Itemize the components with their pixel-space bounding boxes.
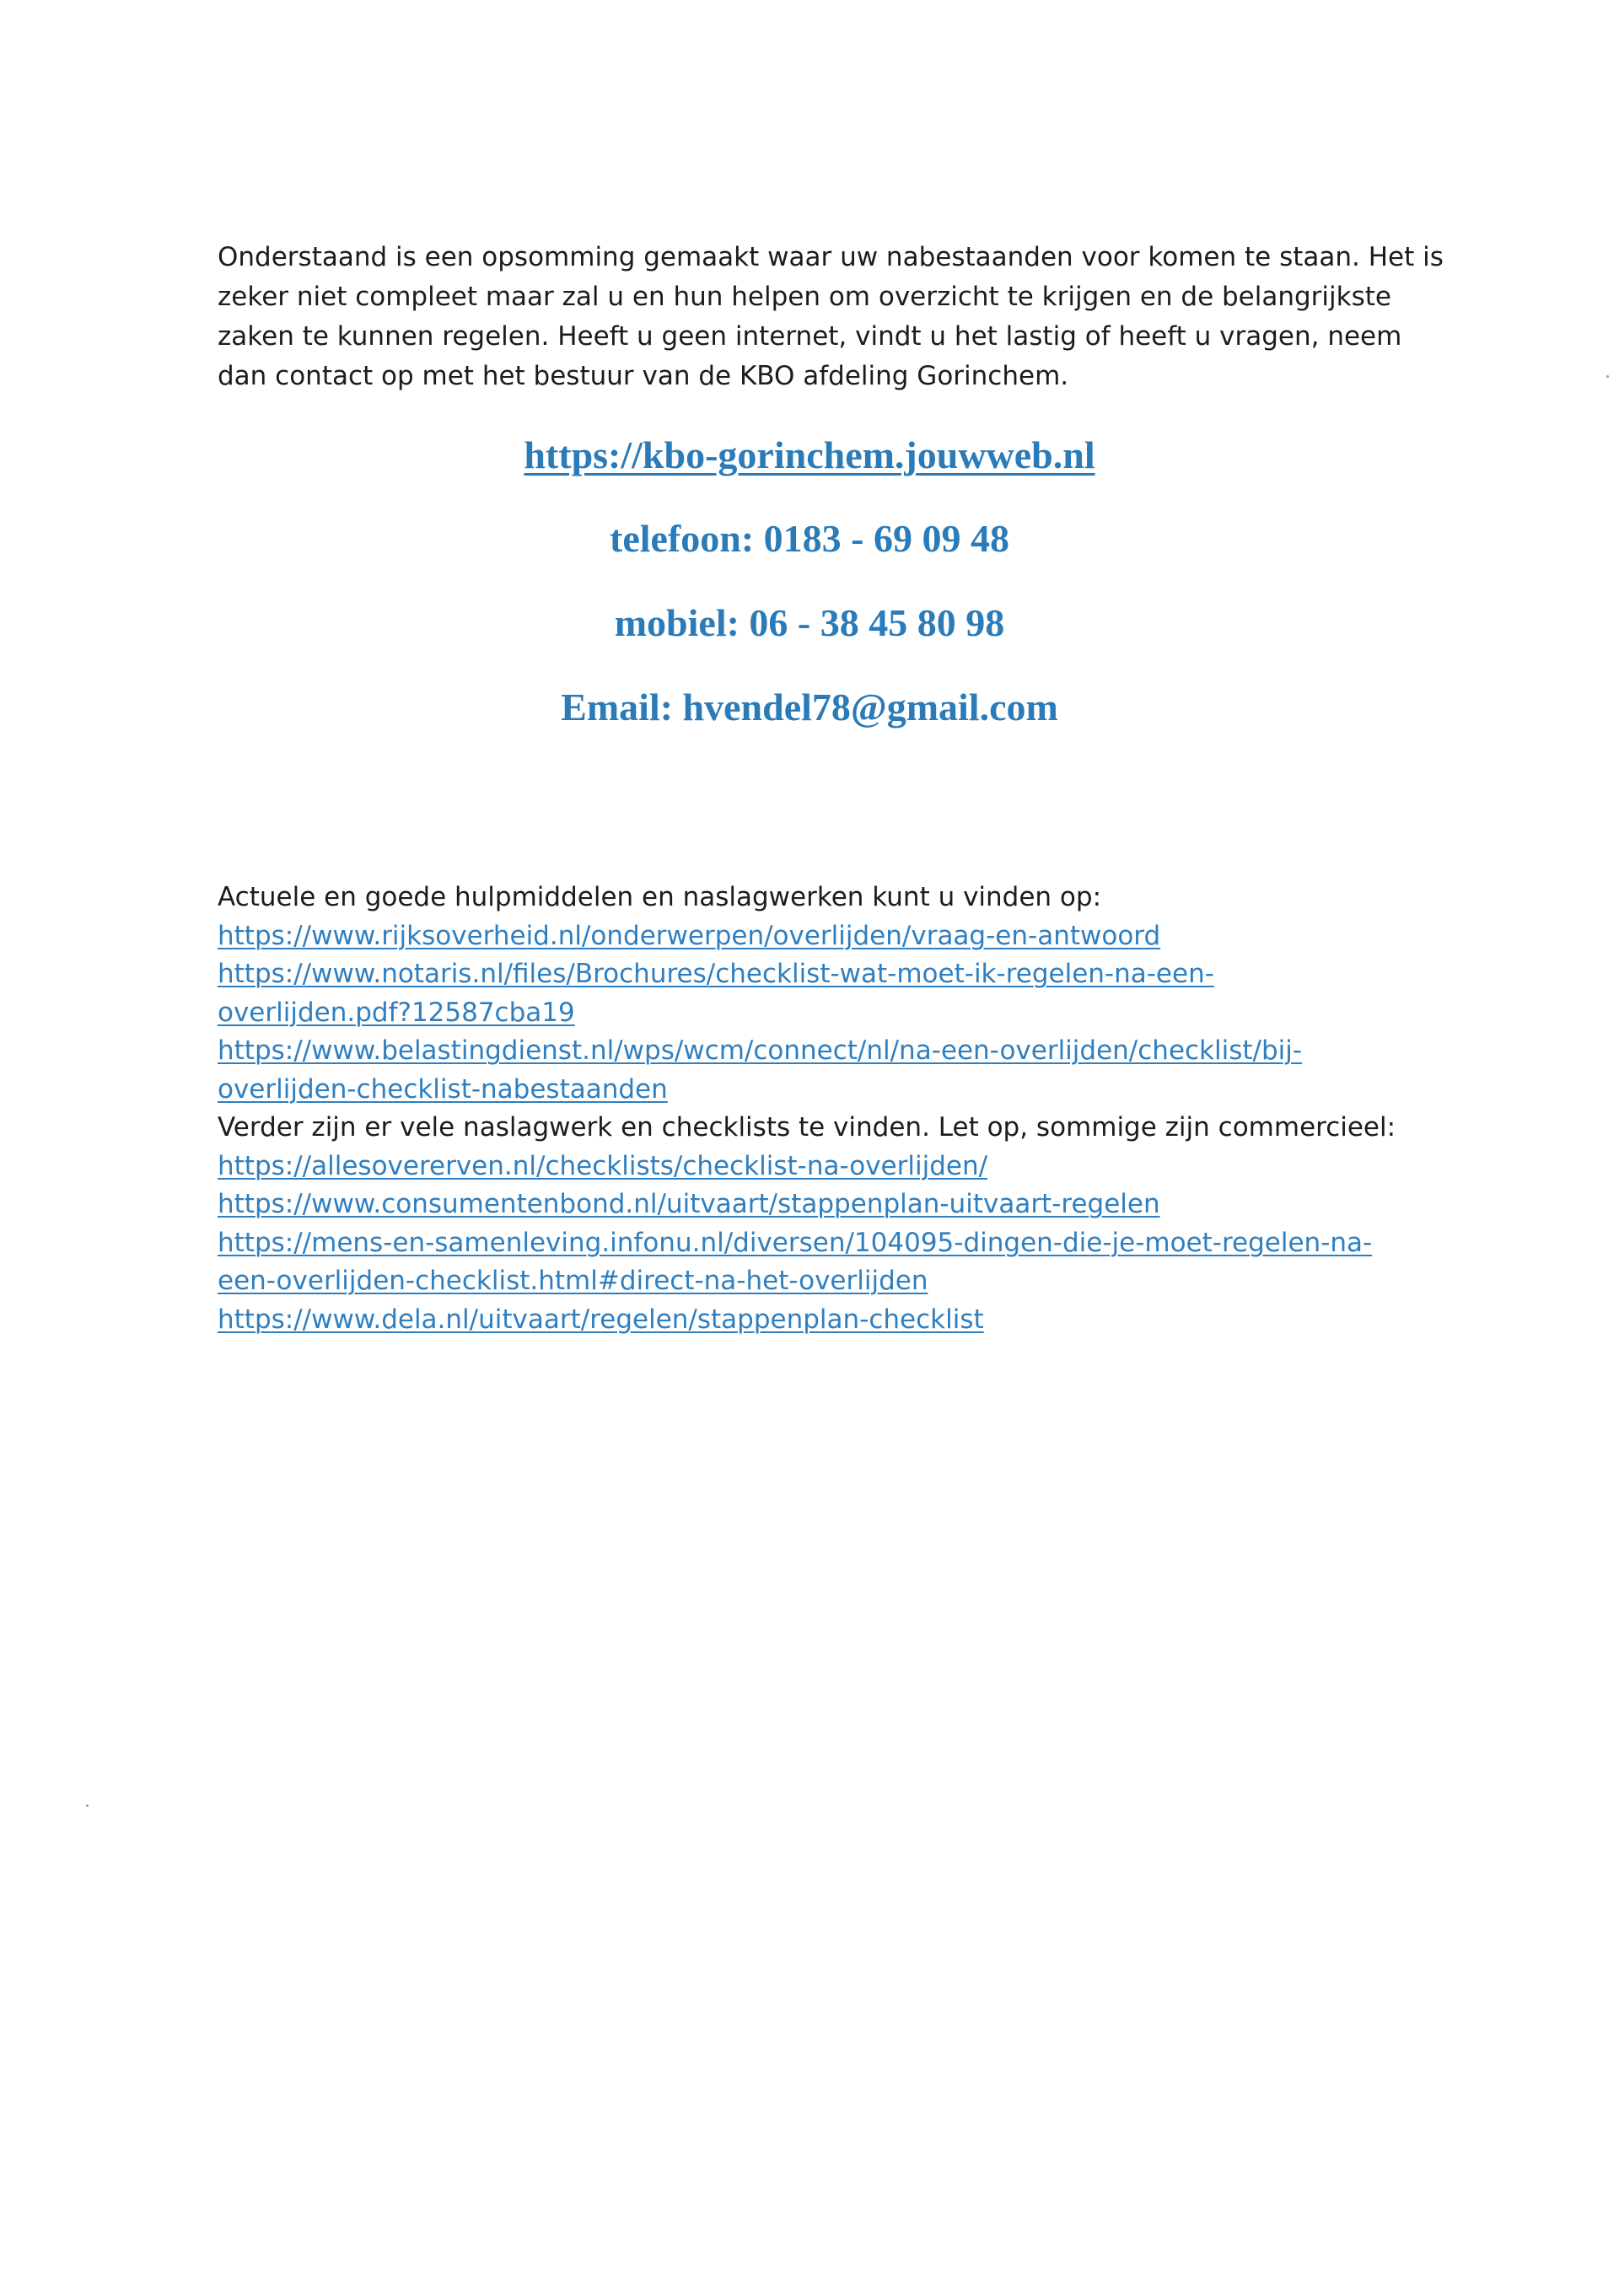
resources-section [218, 879, 1432, 1339]
contact-phone-row [0, 515, 1619, 562]
resource-link-infonu-cont[interactable]: een-overlijden-checklist.html#direct-na-het-overlijden [218, 1266, 928, 1296]
resource-link-rijksoverheid[interactable]: https://www.rijksoverheid.nl/onderwerpen/overlijden/vraag-en-antwoord [218, 920, 1161, 951]
resource-link-dela[interactable]: https://www.dela.nl/uitvaart/regelen/stappenplan-checklist [218, 1304, 984, 1335]
scan-speck [1606, 375, 1609, 378]
resource-link-allesovererven[interactable]: https://allesovererven.nl/checklists/checklist-na-overlijden/ [218, 1150, 988, 1181]
resource-link-belastingdienst[interactable]: https://www.belastingdienst.nl/wps/wcm/connect/nl/na-een-overlijden/checklist/bij- [218, 1035, 1303, 1066]
contact-website-row [0, 432, 1619, 479]
contact-mobile-row [0, 600, 1619, 647]
contact-email-row [0, 684, 1619, 731]
email-address: Email: hvendel78@gmail.com [561, 686, 1058, 729]
intro-line: dan contact op met het bestuur van de KBO afdeling Gorinchem. [218, 361, 1069, 391]
intro-paragraph [218, 238, 1444, 396]
resources-heading: Actuele en goede hulpmiddelen en naslagwerken kunt u vinden op: [218, 882, 1102, 912]
intro-line: zeker niet compleet maar zal u en hun helpen om overzicht te krijgen en de belangrijkste [218, 282, 1391, 312]
intro-line: Onderstaand is een opsomming gemaakt waar uw nabestaanden voor komen te staan. Het is [218, 242, 1444, 272]
commercial-note: Verder zijn er vele naslagwerk en checklists te vinden. Let op, sommige zijn commercieel: [218, 1112, 1396, 1143]
resource-link-belastingdienst-cont[interactable]: overlijden-checklist-nabestaanden [218, 1073, 668, 1105]
intro-line: zaken te kunnen regelen. Heeft u geen internet, vindt u het lastig of heeft u vragen, neem [218, 321, 1402, 352]
scan-speck [86, 1804, 89, 1807]
website-link[interactable]: https://kbo-gorinchem.jouwweb.nl [524, 433, 1095, 476]
resource-link-consumentenbond[interactable]: https://www.consumentenbond.nl/uitvaart/stappenplan-uitvaart-regelen [218, 1189, 1160, 1219]
resource-link-notaris-cont[interactable]: overlijden.pdf?12587cba19 [218, 997, 575, 1028]
resource-link-notaris[interactable]: https://www.notaris.nl/files/Brochures/checklist-wat-moet-ik-regelen-na-een- [218, 959, 1214, 989]
phone-number: telefoon: 0183 - 69 09 48 [610, 517, 1009, 560]
resource-link-infonu[interactable]: https://mens-en-samenleving.infonu.nl/diversen/104095-dingen-die-je-moet-regelen-na- [218, 1227, 1373, 1258]
mobile-number: mobiel: 06 - 38 45 80 98 [614, 601, 1005, 644]
